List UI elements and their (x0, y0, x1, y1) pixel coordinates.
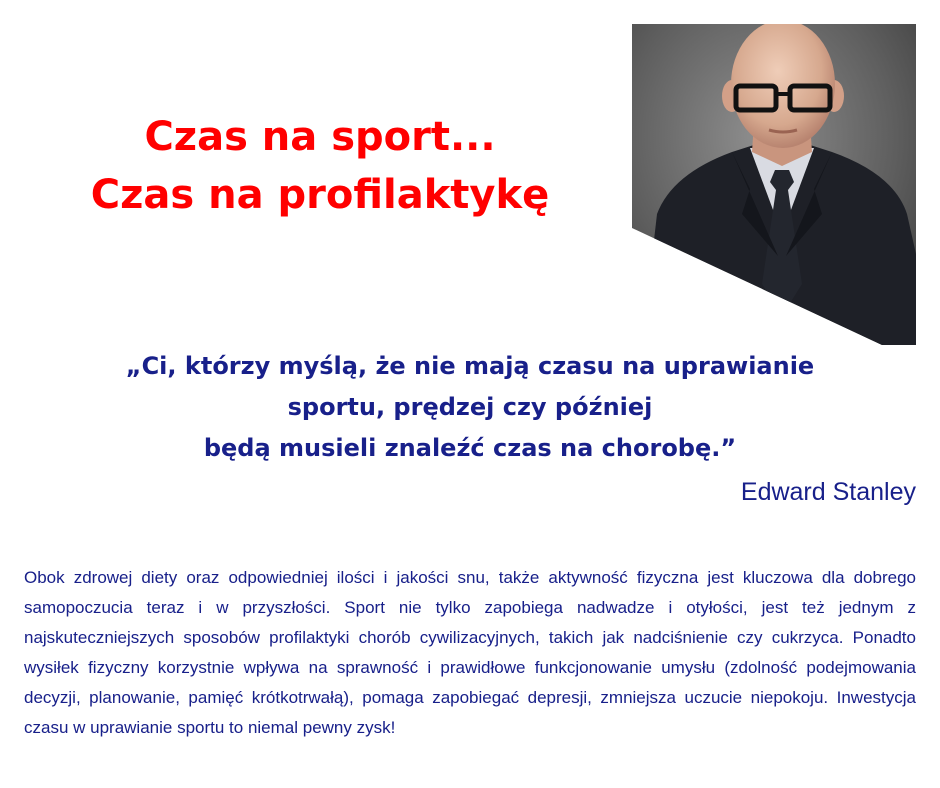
quote-author: Edward Stanley (740, 478, 916, 506)
portrait-photo (632, 24, 916, 345)
quote (20, 346, 920, 469)
quote-line-1: „Ci, którzy myślą, że nie mają czasu na uprawianie (125, 352, 815, 380)
headline-line-1: Czas na sport... (144, 114, 496, 160)
quote-line-3: będą musieli znaleźć czas na chorobę.” (203, 434, 737, 462)
body-paragraph: Obok zdrowej diety oraz odpowiedniej ilości i jakości snu, także aktywność fizyczna jest kluczowa dla dobrego samopoczucia teraz i w przyszłości. Sport nie tylko zapobiega nadwadze i otyłości, jest też jednym z najskuteczniejszych sposobów profilaktyki chorób cywilizacyjnych, takich jak nadciśnienie czy cukrzyca. Ponadto wysiłek fizyczny korzystnie wpływa na sprawność i prawidłowe funkcjonowanie umysłu (zdolność podejmowania decyzji, planowanie, pamięć krótkotrwałą), pomaga zapobiegać depresji, zmniejsza uczucie niepokoju. Inwestycja czasu w uprawianie sportu to niemal pewny zysk! (24, 568, 916, 737)
headline-line-2: Czas na profilaktykę (90, 172, 550, 218)
quote-line-2: sportu, prędzej czy później (287, 393, 653, 421)
headline (40, 108, 600, 224)
